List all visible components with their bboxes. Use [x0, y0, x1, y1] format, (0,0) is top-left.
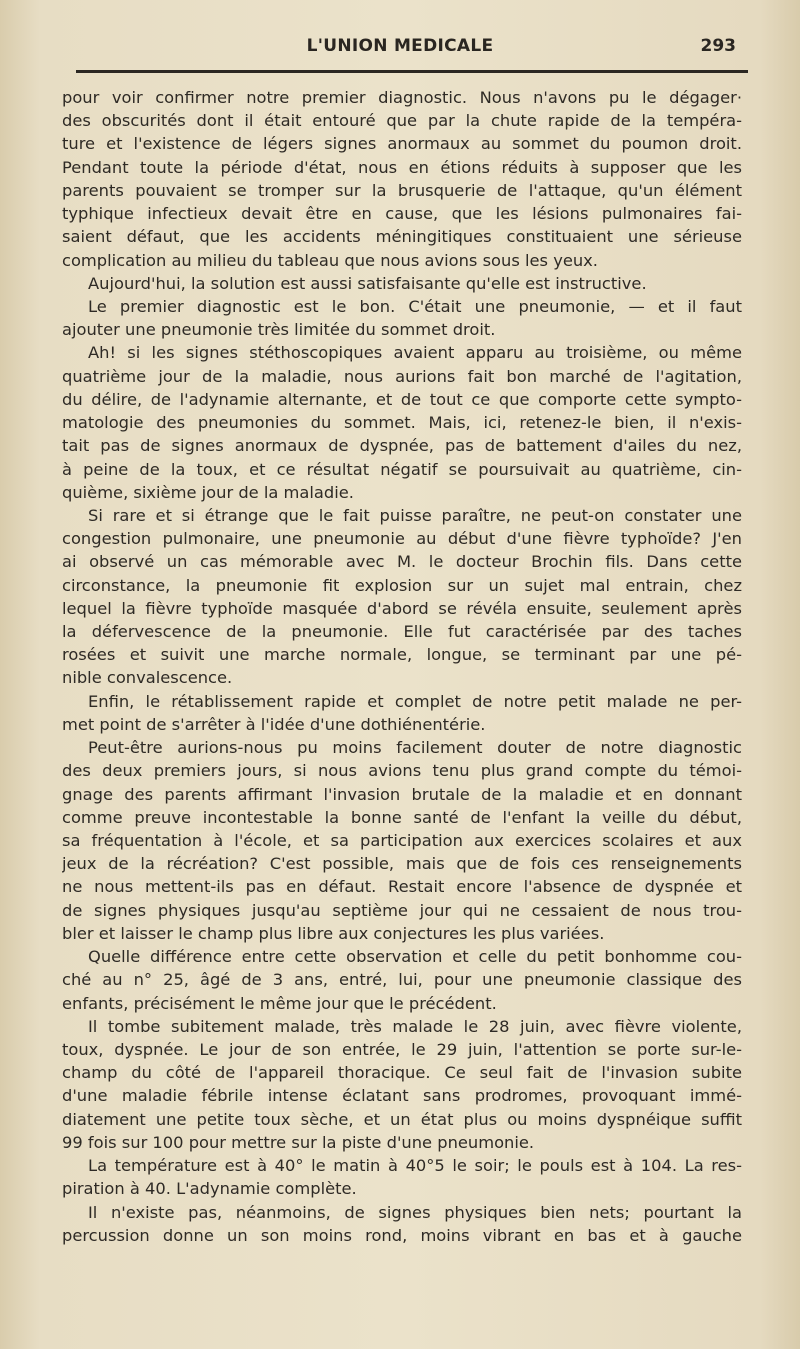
- text-line: des deux premiers jours, si nous avions tenu plus grand compte du témoi-: [62, 761, 742, 781]
- page-number: 293: [700, 36, 736, 56]
- text-line: comme preuve incontestable la bonne santé de l'enfant la veille du début,: [62, 807, 742, 827]
- page-header: [0, 36, 800, 62]
- text-line: complication au milieu du tableau que nous avions sous les yeux.: [62, 250, 598, 270]
- text-line: ajouter une pneumonie très limitée du sommet droit.: [62, 320, 496, 340]
- text-line: tait pas de signes anormaux de dyspnée, pas de battement d'ailes du nez,: [62, 436, 742, 456]
- text-line: du délire, de l'adynamie alternante, et de tout ce que comporte cette sympto-: [62, 389, 742, 409]
- text-line: bler et laisser le champ plus libre aux conjectures les plus variées.: [62, 923, 605, 943]
- text-line: Pendant toute la période d'état, nous en étions réduits à supposer que les: [62, 157, 742, 177]
- text-line: La température est à 40° le matin à 40°5 le soir; le pouls est à 104. La res-: [88, 1156, 742, 1176]
- text-line: diatement une petite toux sèche, et un état plus ou moins dyspnéique suffit: [62, 1109, 742, 1129]
- text-line: Il n'existe pas, néanmoins, de signes physiques bien nets; pourtant la: [88, 1202, 742, 1222]
- running-title: L'UNION MEDICALE: [306, 36, 494, 56]
- text-line: parents pouvaient se tromper sur la brusquerie de l'attaque, qu'un élément: [62, 180, 742, 200]
- text-line: jeux de la récréation? C'est possible, mais que de fois ces renseignements: [62, 854, 742, 874]
- text-line: piration à 40. L'adynamie complète.: [62, 1179, 357, 1199]
- text-line: Le premier diagnostic est le bon. C'était une pneumonie, — et il faut: [88, 296, 742, 316]
- text-line: saient défaut, que les accidents méningitiques constituaient une sérieuse: [62, 227, 742, 247]
- text-line: ne nous mettent-ils pas en défaut. Restait encore l'absence de dyspnée et: [62, 877, 742, 897]
- text-line: 99 fois sur 100 pour mettre sur la piste d'une pneumonie.: [62, 1132, 535, 1152]
- text-line: Si rare et si étrange que le fait puisse paraître, ne peut-on constater une: [88, 505, 742, 525]
- text-line: circonstance, la pneumonie fit explosion sur un sujet mal entrain, chez: [62, 575, 742, 595]
- text-line: rosées et suivit une marche normale, longue, se terminant par une pé-: [62, 645, 742, 665]
- text-line: quième, sixième jour de la maladie.: [62, 482, 354, 502]
- text-line: d'une maladie fébrile intense éclatant sans prodromes, provoquant immé-: [62, 1086, 742, 1106]
- text-line: la défervescence de la pneumonie. Elle fut caractérisée par des taches: [62, 622, 742, 642]
- text-line: ture et l'existence de légers signes anormaux au sommet du poumon droit.: [62, 134, 742, 154]
- text-line: ai observé un cas mémorable avec M. le docteur Brochin fils. Dans cette: [62, 552, 742, 572]
- text-line: met point de s'arrêter à l'idée d'une dothiénentérie.: [62, 714, 486, 734]
- text-line: Ah! si les signes stéthoscopiques avaient apparu au troisième, ou même: [88, 343, 742, 363]
- header-rule: [76, 70, 748, 73]
- text-line: typhique infectieux devait être en cause, que les lésions pulmonaires fai-: [62, 204, 742, 224]
- text-line: sa fréquentation à l'école, et sa participation aux exercices scolaires et aux: [62, 831, 742, 850]
- text-line: Il tombe subitement malade, très malade le 28 juin, avec fièvre violente,: [88, 1016, 742, 1036]
- text-line: des obscurités dont il était entouré que par la chute rapide de la tempéra-: [62, 111, 742, 131]
- text-line: matologie des pneumonies du sommet. Mais, ici, retenez-le bien, il n'exis-: [62, 413, 742, 433]
- text-line: quatrième jour de la maladie, nous aurions fait bon marché de l'agitation,: [62, 366, 742, 386]
- text-line: Quelle différence entre cette observation et celle du petit bonhomme cou-: [88, 947, 742, 967]
- text-line: Enfin, le rétablissement rapide et complet de notre petit malade ne per-: [88, 691, 742, 711]
- text-line: de signes physiques jusqu'au septième jour qui ne cessaient de nous trou-: [62, 900, 742, 920]
- text-line: gnage des parents affirmant l'invasion brutale de la maladie et en donnant: [62, 784, 742, 804]
- text-line: lequel la fièvre typhoïde masquée d'abord se révéla ensuite, seulement après: [62, 598, 742, 618]
- text-line: percussion donne un son moins rond, moins vibrant en bas et à gauche: [62, 1225, 742, 1245]
- text-line: champ du côté de l'appareil thoracique. Ce seul fait de l'invasion subite: [62, 1063, 742, 1083]
- text-line: ché au n° 25, âgé de 3 ans, entré, lui, pour une pneumonie classique des: [62, 970, 742, 990]
- text-line: pour voir confirmer notre premier diagnostic. Nous n'avons pu le dégager·: [62, 88, 742, 107]
- body-text: [62, 86, 742, 1247]
- text-line: à peine de la toux, et ce résultat négatif se poursuivait au quatrième, cin-: [62, 459, 742, 479]
- text-line: Aujourd'hui, la solution est aussi satisfaisante qu'elle est instructive.: [88, 273, 647, 293]
- text-line: toux, dyspnée. Le jour de son entrée, le 29 juin, l'attention se porte sur-le-: [62, 1039, 742, 1059]
- text-line: congestion pulmonaire, une pneumonie au début d'une fièvre typhoïde? J'en: [62, 529, 742, 549]
- text-line: nible convalescence.: [62, 668, 233, 688]
- text-line: enfants, précisément le même jour que le précédent.: [62, 993, 497, 1013]
- text-line: Peut-être aurions-nous pu moins facilement douter de notre diagnostic: [88, 738, 742, 758]
